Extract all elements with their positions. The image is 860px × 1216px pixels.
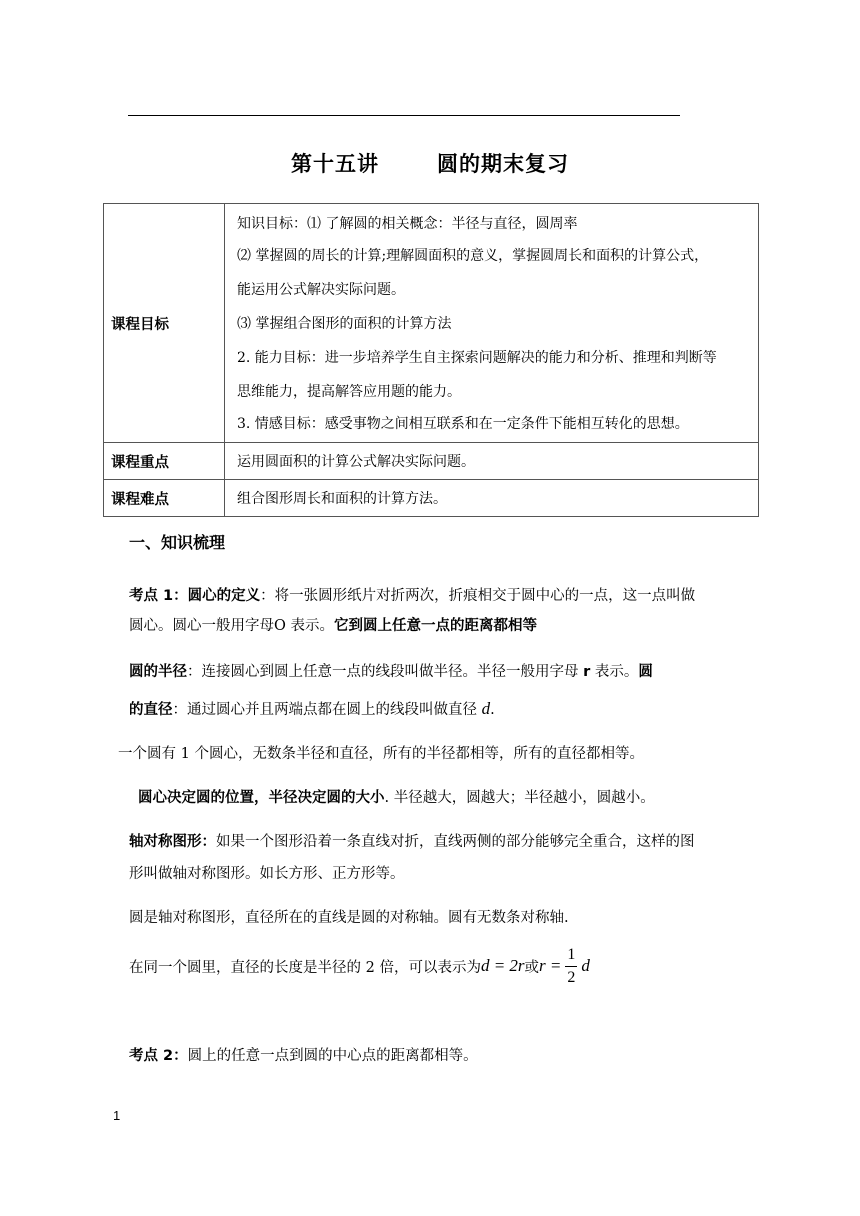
point1-line2: 圆心。圆心一般用字母O 表示。: [129, 618, 334, 634]
goal-line: 2. 能力目标：进一步培养学生自主探索问题解决的能力和分析、推理和判断等: [237, 350, 717, 366]
lecture-number: 第十五讲: [291, 152, 379, 176]
radius-text-end: 表示。: [590, 664, 639, 680]
focus-cell: 运用圆面积的计算公式解决实际问题。: [225, 443, 759, 480]
paragraph-circle-facts: 一个圆有 1 个圆心，无数条半径和直径，所有的半径都相等，所有的直径都相等。: [118, 746, 644, 762]
goals-cell: [225, 204, 759, 443]
diameter-text: ：通过圆心并且两端点都在圆上的线段叫做直径: [172, 702, 482, 718]
page-number: 1: [113, 1108, 121, 1123]
goal-line: 思维能力，提高解答应用题的能力。: [237, 384, 461, 400]
header-rule: [128, 115, 680, 116]
difficulty-cell: 组合图形周长和面积的计算方法。: [225, 480, 759, 517]
radius-text: ：连接圆心到圆上任意一点的线段叫做半径。半径一般用字母: [187, 664, 584, 680]
position-size-bold: 圆心决定圆的位置，半径决定圆的大小: [138, 790, 385, 806]
point2-text: 圆上的任意一点到圆的中心点的距离都相等。: [187, 1048, 478, 1064]
goal-line: ⑶ 掌握组合图形的面积的计算方法: [237, 316, 452, 332]
position-size-text: . 半径越大，圆越大；半径越小，圆越小。: [384, 790, 655, 806]
table-row: [104, 443, 759, 480]
symmetry-label: 轴对称图形：: [129, 834, 216, 850]
point1-bold-end: 它到圆上任意一点的距离都相等: [334, 618, 537, 634]
diameter-end: .: [490, 702, 495, 718]
lecture-topic: 圆的期末复习: [437, 152, 569, 176]
section-heading: 一、知识梳理: [129, 533, 226, 552]
diameter-label: 的直径: [129, 702, 173, 718]
paragraph-axial-symmetry: [129, 830, 695, 851]
formula-r-equals: r =: [539, 956, 562, 975]
table-row: [104, 204, 759, 443]
radius-label: 圆的半径: [129, 664, 187, 680]
paragraph-circle-symmetry: 圆是轴对称图形，直径所在的直线是圆的对称轴。圆有无数条对称轴.: [129, 910, 569, 926]
paragraph-diameter: [129, 698, 495, 719]
goal-line: ⑵ 掌握圆的周长的计算;理解圆面积的意义，掌握圆周长和面积的计算公式，: [237, 248, 709, 264]
paragraph-radius: [129, 660, 653, 681]
table-row: [104, 480, 759, 517]
page-title: [0, 148, 860, 178]
paragraph-diameter-formula: [129, 941, 590, 991]
paragraph-position-size: [138, 786, 655, 807]
paragraph-center-definition: [129, 584, 695, 605]
formula-d-equals-2r: d = 2r: [480, 956, 525, 975]
formula-intro: 在同一个圆里，直径的长度是半径的 2 倍，可以表示为: [129, 959, 481, 976]
radius-bold-end: 圆: [638, 664, 653, 680]
fraction-denominator: 2: [567, 968, 576, 986]
row-header-goals: 课程目标: [104, 204, 225, 443]
goal-line: 3. 情感目标：感受事物之间相互联系和在一定条件下能相互转化的思想。: [237, 416, 689, 432]
paragraph-center-line2: [129, 614, 537, 635]
row-header-difficulty: 课程难点: [104, 480, 225, 517]
point1-label: 考点 1：圆心的定义: [129, 588, 261, 604]
formula-or: 或: [524, 959, 540, 976]
paragraph-point2: [129, 1044, 478, 1065]
goal-line: 知识目标：⑴ 了解圆的相关概念：半径与直径，圆周率: [237, 216, 578, 232]
paragraph-axial-symmetry-line2: 形叫做轴对称图形。如长方形、正方形等。: [129, 866, 405, 882]
point2-label: 考点 2：: [129, 1048, 188, 1064]
radius-letter: r: [583, 664, 591, 680]
diameter-symbol: d: [481, 699, 491, 718]
goal-line: 能运用公式解决实际问题。: [237, 282, 405, 298]
fraction-numerator: 1: [565, 944, 577, 967]
row-header-focus: 课程重点: [104, 443, 225, 480]
course-goals-table: [103, 203, 759, 517]
formula-d: d: [581, 956, 590, 975]
point1-text: ：将一张圆形纸片对折两次，折痕相交于圆中心的一点，这一点叫做: [260, 588, 696, 604]
symmetry-text: 如果一个图形沿着一条直线对折，直线两侧的部分能够完全重合，这样的图: [216, 834, 695, 850]
fraction-one-half: [565, 944, 577, 989]
